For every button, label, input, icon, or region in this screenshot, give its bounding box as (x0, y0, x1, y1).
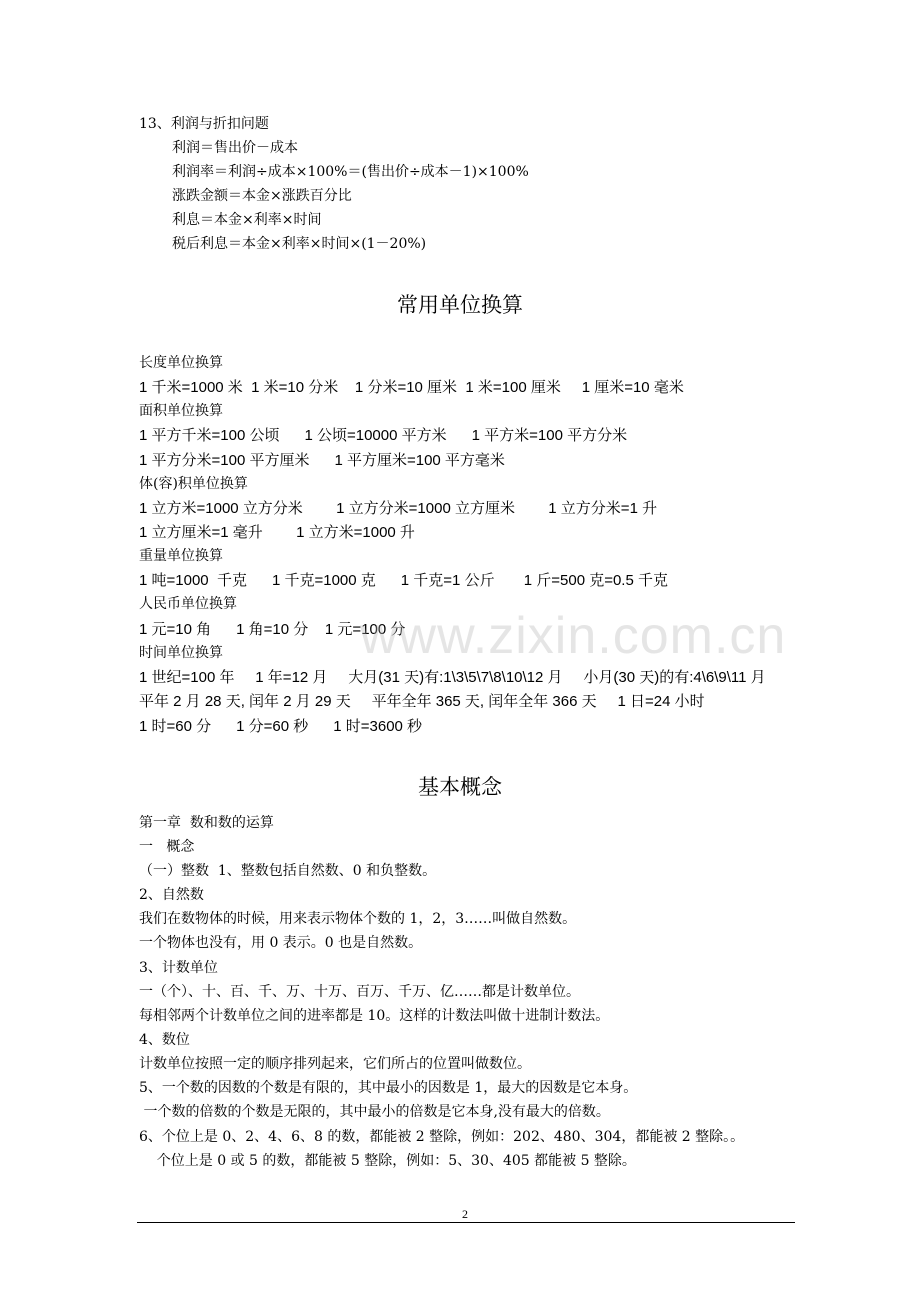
subheading-volume: 体(容)积单位换算 (139, 476, 248, 492)
subheading-area: 面积单位换算 (139, 403, 223, 419)
conversion-line-area: 1 平方千米=100 公顷 1 公顷=10000 平方米 1 平方米=100 平方分米 (139, 427, 628, 444)
concept-line: 6、个位上是 0、2、4、6、8 的数，都能被 2 整除，例如：202、480、304，都能被 2 整除。。 (139, 1129, 745, 1145)
heading-basic-concepts: 基本概念 (418, 775, 502, 799)
concept-line: 计数单位按照一定的顺序排列起来，它们所占的位置叫做数位。 (139, 1056, 531, 1072)
concept-line: 我们在数物体的时候，用来表示物体个数的 1，2，3……叫做自然数。 (139, 911, 577, 927)
formula-line: 利润＝售出价－成本 (172, 140, 298, 156)
formula-line: 税后利息＝本金×利率×时间×(1－20%) (172, 236, 427, 252)
concept-line: 一（个）、十、百、千、万、十万、百万、千万、亿……都是计数单位。 (139, 984, 580, 1000)
footer-divider (137, 1222, 795, 1223)
concept-line: 一个数的倍数的个数是无限的，其中最小的倍数是它本身,没有最大的倍数。 (139, 1104, 610, 1120)
page-number: 2 (462, 1207, 468, 1221)
formula-line: 涨跌金额＝本金×涨跌百分比 (172, 188, 352, 204)
concept-line: 一 概念 (139, 839, 195, 855)
section-title-profit: 13、利润与折扣问题 (139, 116, 269, 132)
formula-line: 利息＝本金×利率×时间 (172, 212, 322, 228)
concept-line: 个位上是 0 或 5 的数，都能被 5 整除，例如：5、30、405 都能被 5 整除。 (139, 1153, 636, 1169)
heading-unit-conversion: 常用单位换算 (397, 293, 523, 317)
conversion-line-length: 1 千米=1000 米 1 米=10 分米 1 分米=10 厘米 1 米=100 厘米 1 厘米=10 毫米 (139, 379, 684, 396)
concept-line: 3、计数单位 (139, 960, 218, 976)
concept-line: 一个物体也没有，用 0 表示。0 也是自然数。 (139, 935, 423, 951)
watermark: www.zixin.com.cn (360, 607, 787, 665)
subheading-money: 人民币单位换算 (139, 596, 237, 612)
concept-line: （一）整数 1、整数包括自然数、0 和负整数。 (139, 863, 437, 879)
concept-line: 4、数位 (139, 1032, 190, 1048)
concept-line: 2、自然数 (139, 887, 204, 903)
conversion-line-volume: 1 立方厘米=1 毫升 1 立方米=1000 升 (139, 524, 415, 541)
conversion-line-area: 1 平方分米=100 平方厘米 1 平方厘米=100 平方毫米 (139, 452, 505, 469)
subheading-length: 长度单位换算 (139, 355, 223, 371)
subheading-time: 时间单位换算 (139, 645, 223, 661)
conversion-line-volume: 1 立方米=1000 立方分米 1 立方分米=1000 立方厘米 1 立方分米=1 升 (139, 500, 658, 517)
conversion-line-time: 1 世纪=100 年 1 年=12 月 大月(31 天)有:1\3\5\7\8\10\12 月 小月(30 天)的有:4\6\9\11 月 (139, 669, 766, 686)
concept-line: 5、一个数的因数的个数是有限的，其中最小的因数是 1，最大的因数是它本身。 (139, 1080, 638, 1096)
conversion-line-time: 1 时=60 分 1 分=60 秒 1 时=3600 秒 (139, 718, 423, 735)
conversion-line-time: 平年 2 月 28 天, 闰年 2 月 29 天 平年全年 365 天, 闰年全年 366 天 1 日=24 小时 (139, 693, 705, 710)
conversion-line-money: 1 元=10 角 1 角=10 分 1 元=100 分 (139, 621, 406, 638)
subheading-weight: 重量单位换算 (139, 548, 223, 564)
conversion-line-weight: 1 吨=1000 千克 1 千克=1000 克 1 千克=1 公斤 1 斤=500 克=0.5 千克 (139, 572, 668, 589)
concept-line: 每相邻两个计数单位之间的进率都是 10。这样的计数法叫做十进制计数法。 (139, 1008, 610, 1024)
formula-line: 利润率＝利润÷成本×100%＝(售出价÷成本－1)×100% (172, 164, 529, 180)
chapter-title: 第一章 数和数的运算 (139, 815, 274, 831)
